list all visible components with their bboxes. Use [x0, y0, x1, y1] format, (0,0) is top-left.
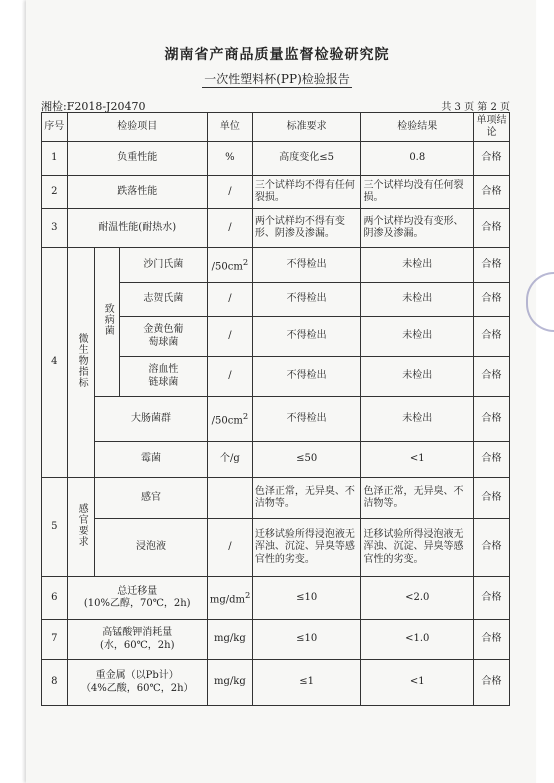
row-item: 霉菌 [95, 442, 208, 478]
row-item: 大肠菌群 [95, 397, 208, 442]
row-standard: ≤50 [252, 442, 361, 478]
row-conclusion: 合格 [474, 442, 510, 478]
row-standard: 高度变化≤5 [252, 142, 361, 176]
row-item: 感官 [95, 478, 208, 519]
row-unit: mg/kg [207, 660, 252, 706]
row-item: 跌落性能 [67, 176, 207, 209]
row-unit: mg/kg [207, 620, 252, 660]
row-seq: 4 [42, 248, 68, 478]
row-item [67, 620, 207, 660]
table-row [42, 519, 510, 577]
report-title-text: 一次性塑料杯(PP)检验报告 [204, 72, 350, 86]
header-conclusion: 单项结论 [474, 113, 510, 142]
row-item: 浸泡液 [95, 519, 208, 577]
row-standard: ≤10 [252, 620, 361, 660]
micro-group-label [67, 248, 95, 478]
row-conclusion: 合格 [474, 209, 510, 248]
row-conclusion: 合格 [474, 577, 510, 620]
row-item: 沙门氏菌 [119, 248, 207, 283]
row-conclusion: 合格 [474, 317, 510, 357]
row-conclusion: 合格 [474, 176, 510, 209]
row-unit: / [207, 317, 252, 357]
row-standard: 不得检出 [252, 283, 361, 317]
row-seq: 8 [42, 660, 68, 706]
row-standard: 迁移试验所得浸泡液无浑浊、沉淀、异臭等感官性的劣变。 [252, 519, 361, 577]
row-unit: 个/g [207, 442, 252, 478]
row-item-text: 溶血性链球菌 [148, 364, 179, 388]
row-item [119, 357, 207, 397]
row-result: 未检出 [361, 397, 474, 442]
row-result: <2.0 [361, 577, 474, 620]
unit-superscript: 2 [242, 256, 249, 267]
table-row [42, 442, 510, 478]
row-conclusion: 合格 [474, 248, 510, 283]
row-standard: 不得检出 [252, 248, 361, 283]
table-row [42, 620, 510, 660]
unit-superscript: 2 [245, 589, 251, 600]
row-unit: % [207, 142, 252, 176]
row-unit: / [207, 357, 252, 397]
row-result: <1 [361, 660, 474, 706]
row-standard: 不得检出 [252, 397, 361, 442]
unit-superscript: 2 [242, 410, 249, 421]
table-row [42, 660, 510, 706]
row-unit [207, 478, 252, 519]
row-unit: / [207, 176, 252, 209]
row-result: <1.0 [361, 620, 474, 660]
header-result: 检验结果 [361, 113, 474, 142]
row-conclusion: 合格 [474, 620, 510, 660]
row-seq: 1 [42, 142, 68, 176]
row-conclusion: 合格 [474, 397, 510, 442]
table-row [42, 142, 510, 176]
table-row [42, 248, 510, 283]
report-title [0, 70, 554, 87]
table-row [42, 478, 510, 519]
row-seq: 3 [42, 209, 68, 248]
row-unit [207, 577, 252, 620]
row-standard: ≤1 [252, 660, 361, 706]
unit-base: /50cm [211, 260, 243, 272]
table-row [42, 397, 510, 442]
row-conclusion: 合格 [474, 660, 510, 706]
row-result: 两个试样均没有变形、阴渗及渗漏。 [361, 209, 474, 248]
row-result: <1 [361, 442, 474, 478]
row-item-line1: 重金属（以Pb计） [95, 670, 179, 681]
row-standard: 三个试样均不得有任何裂损。 [252, 176, 361, 209]
table-row [42, 176, 510, 209]
row-result: 未检出 [361, 283, 474, 317]
row-standard: ≤10 [252, 577, 361, 620]
row-seq: 7 [42, 620, 68, 660]
row-standard: 不得检出 [252, 357, 361, 397]
row-unit [207, 248, 252, 283]
row-result: 0.8 [361, 142, 474, 176]
unit-base: mg/dm [209, 593, 245, 605]
table-header-row [42, 113, 510, 142]
row-item [67, 660, 207, 706]
row-item: 负重性能 [67, 142, 207, 176]
row-standard: 色泽正常，无异臭、不洁物等。 [252, 478, 361, 519]
pathogen-group-label [95, 248, 120, 397]
row-result: 三个试样均没有任何裂损。 [361, 176, 474, 209]
unit-base: /50cm [211, 414, 243, 426]
header-item: 检验项目 [67, 113, 207, 142]
row-standard: 两个试样均不得有变形、阴渗及渗漏。 [252, 209, 361, 248]
table-row [42, 209, 510, 248]
document-number: 湘检:F2018-J20470 [41, 100, 146, 113]
sensory-group-label [67, 478, 95, 577]
row-item-line1: 总迁移量 [117, 585, 158, 597]
row-conclusion: 合格 [474, 283, 510, 317]
row-result: 未检出 [361, 248, 474, 283]
row-conclusion: 合格 [474, 478, 510, 519]
row-item-line1: 高锰酸钾消耗量 [102, 627, 173, 638]
row-item: 耐温性能(耐热水) [67, 209, 207, 248]
row-conclusion: 合格 [474, 142, 510, 176]
row-seq: 2 [42, 176, 68, 209]
row-unit [207, 397, 252, 442]
row-unit: / [207, 519, 252, 577]
row-item [119, 317, 207, 357]
row-item-line2: (水，60℃，2h) [99, 639, 175, 651]
row-conclusion: 合格 [474, 357, 510, 397]
row-seq: 5 [42, 478, 68, 577]
row-standard: 不得检出 [252, 317, 361, 357]
row-item [67, 577, 207, 620]
header-standard: 标准要求 [252, 113, 361, 142]
table-row [42, 577, 510, 620]
row-result: 迁移试验所得浸泡液无浑浊、沉淀、异臭等感官性的劣变。 [361, 519, 474, 577]
page-indicator: 共 3 页 第 2 页 [441, 102, 510, 113]
row-result: 未检出 [361, 357, 474, 397]
sensory-group-text: 感官要求 [76, 502, 88, 547]
row-result: 色泽正常，无异臭、不洁物等。 [361, 478, 474, 519]
row-unit: / [207, 283, 252, 317]
micro-group-text: 微生物指标 [76, 332, 88, 388]
row-conclusion: 合格 [474, 519, 510, 577]
header-seq: 序号 [42, 113, 68, 142]
row-seq: 6 [42, 577, 68, 620]
row-item-line2: (10%乙醇，70℃，2h) [83, 598, 191, 609]
row-result: 未检出 [361, 317, 474, 357]
institute-title: 湖南省产商品质量监督检验研究院 [164, 47, 390, 63]
row-item-line2: （4%乙酸，60℃，2h） [80, 682, 194, 694]
row-unit: / [207, 209, 252, 248]
row-item: 志贺氏菌 [119, 283, 207, 317]
row-item-text: 金黄色葡萄球菌 [143, 324, 184, 348]
pathogen-group-text: 致病菌 [102, 303, 114, 337]
inspection-table [41, 112, 510, 706]
header-unit: 单位 [207, 113, 252, 142]
